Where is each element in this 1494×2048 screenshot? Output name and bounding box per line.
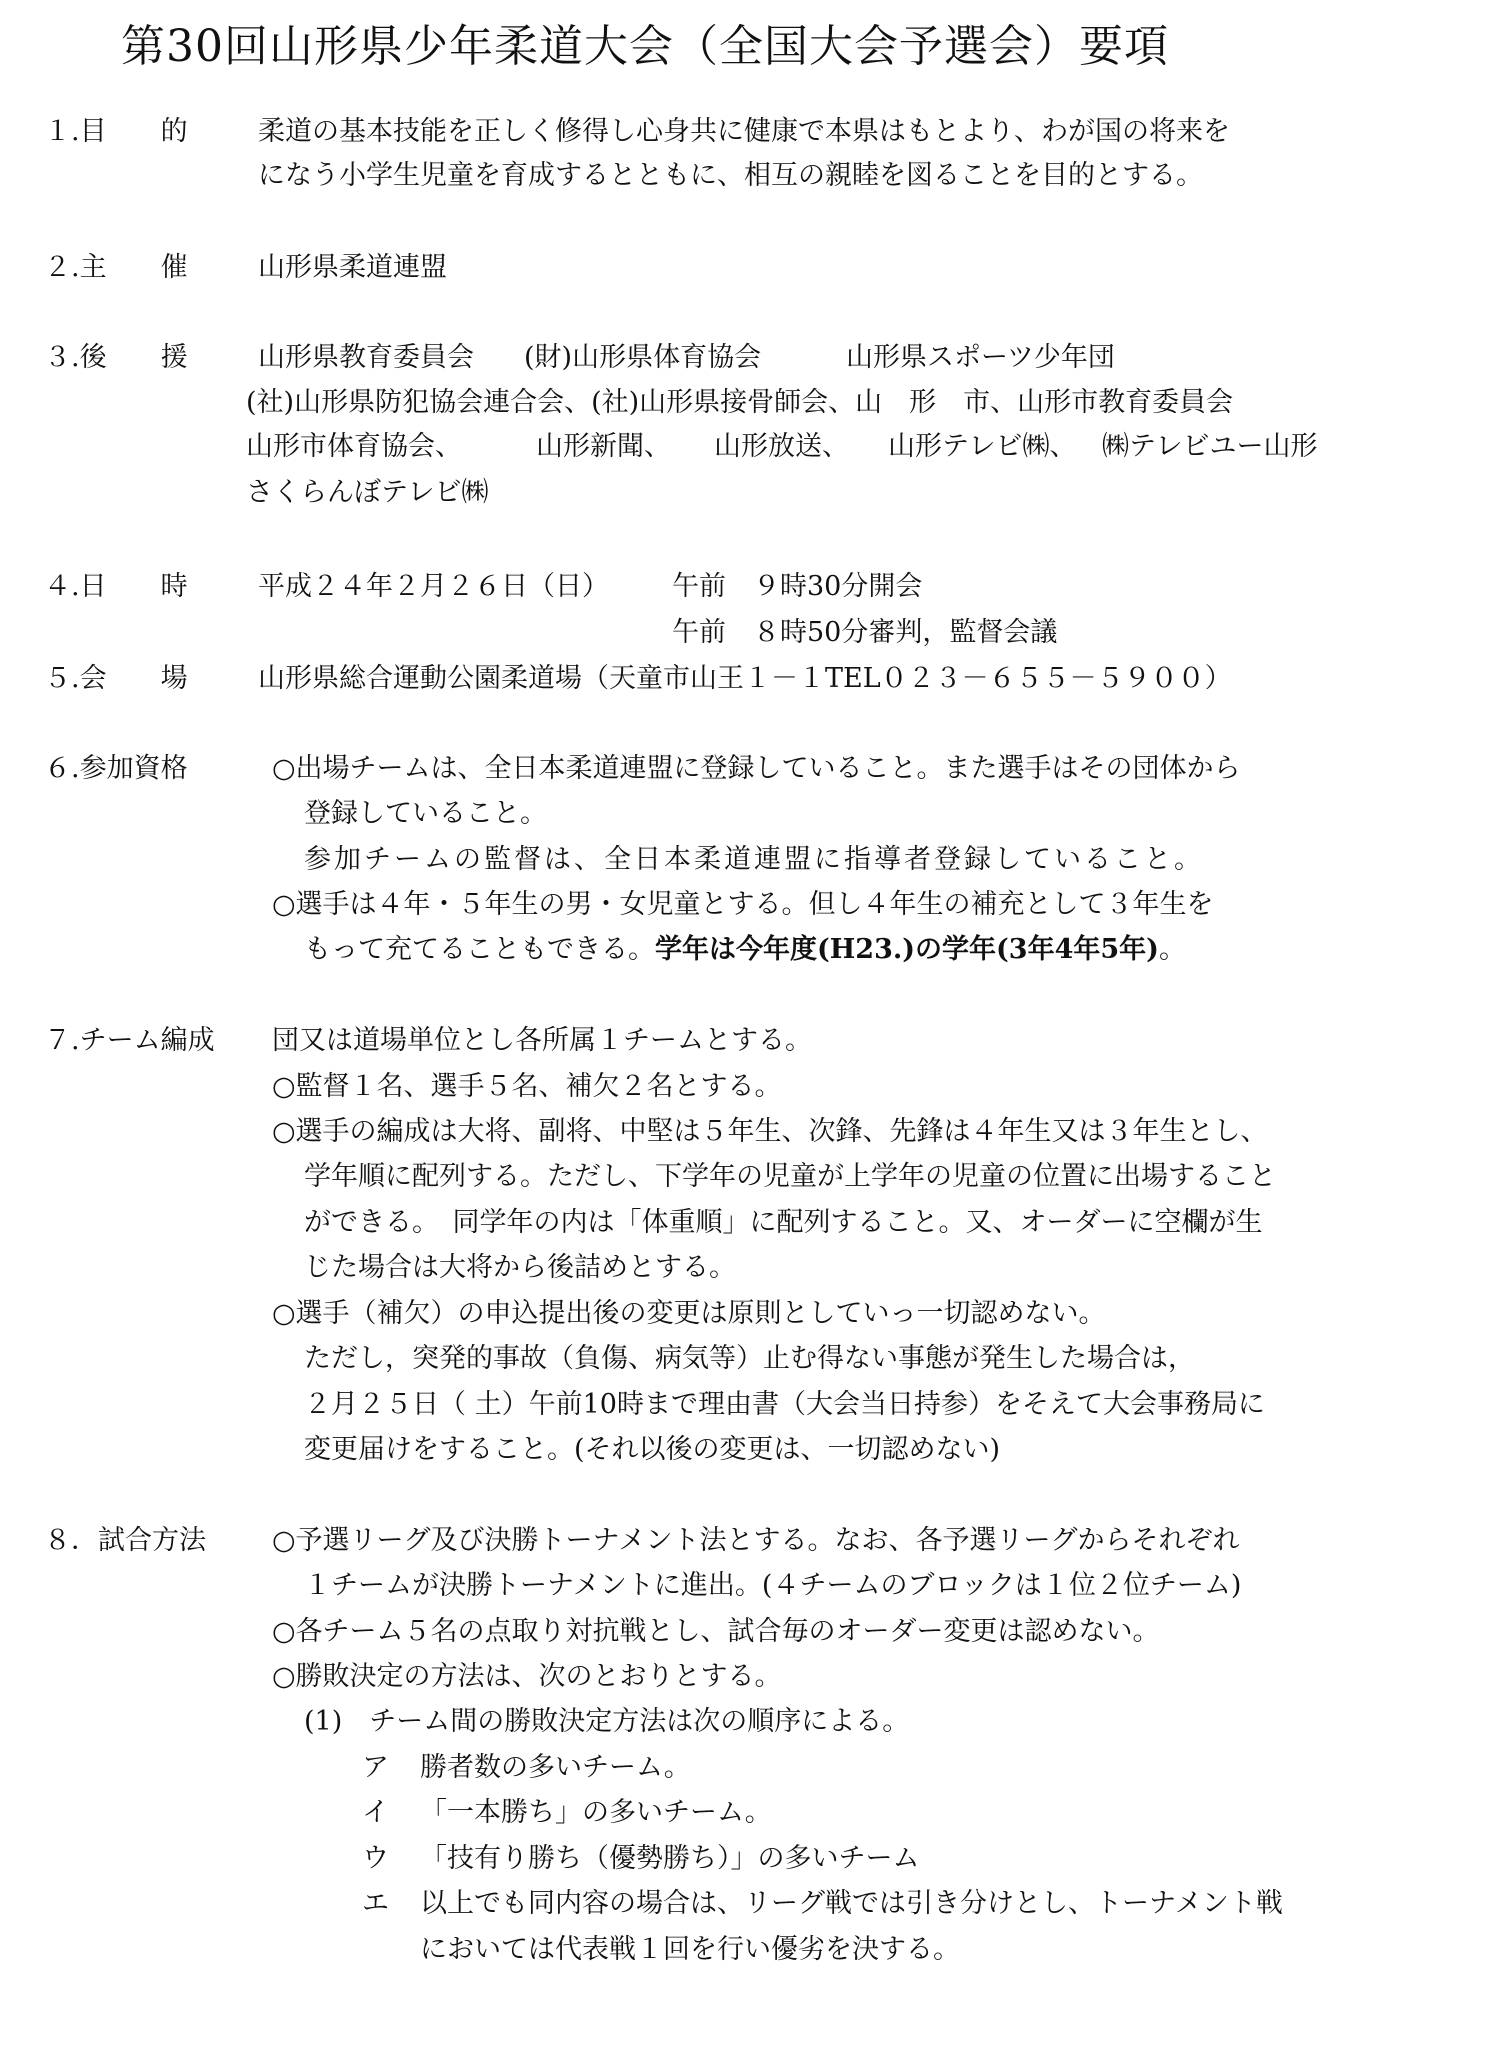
event-date: 平成２４年２月２６日（日） xyxy=(258,571,609,602)
team-line: ○監督１名、選手５名、補欠２名とする。 xyxy=(272,1071,782,1102)
team-line: ○選手の編成は大将、副将、中堅は５年生、次鋒、先鋒は４年生又は３年生とし、 xyxy=(272,1116,1268,1147)
sponsor-3: 山形県スポーツ少年団 xyxy=(846,342,1115,373)
team-line: ただし，突発的事故（負傷、病気等）止む得ない事態が発生した場合は， xyxy=(304,1343,1195,1374)
opening-time: 午前 ９時30分開会 xyxy=(672,571,923,602)
sponsor-8: ㈱テレビユー山形 xyxy=(1102,431,1318,462)
team-line: ２月２５日（ 土）午前10時まで理由書（大会当日持参）をそえて大会事務局に xyxy=(304,1389,1265,1420)
sponsor-4: 山形市体育協会、 xyxy=(246,431,462,462)
sponsor-6: 山形放送、 xyxy=(714,431,849,462)
section-8-label: ８．試合方法 xyxy=(44,1525,206,1556)
team-line: 学年順に配列する。ただし、下学年の児童が上学年の児童の位置に出場すること xyxy=(304,1161,1276,1192)
section-1-line: 柔道の基本技能を正しく修得し心身共に健康で本県はもとより、わが国の将来を xyxy=(258,116,1230,147)
section-1-label: １.目 的 xyxy=(44,116,188,147)
eligibility-line xyxy=(304,934,1186,966)
sponsor-row-4: さくらんぼテレビ㈱ xyxy=(246,477,489,508)
team-line: ○選手（補欠）の申込提出後の変更は原則としていっ一切認めない。 xyxy=(272,1298,1106,1329)
team-line: 団又は道場単位とし各所属１チームとする。 xyxy=(272,1025,812,1056)
team-line: ができる。 同学年の内は「体重順」に配列すること。又、オーダーに空欄が生 xyxy=(304,1207,1263,1238)
section-6-label: ６.参加資格 xyxy=(44,753,188,784)
eligibility-line: 参加チームの監督は、全日本柔道連盟に指導者登録していること。 xyxy=(304,844,1204,875)
section-2-label: ２.主 催 xyxy=(44,252,188,283)
match-line: (1) チーム間の勝敗決定方法は次の順序による。 xyxy=(304,1706,910,1737)
rule-text: においては代表戦１回を行い優劣を決する。 xyxy=(420,1934,960,1965)
section-1-line: になう小学生児童を育成するとともに、相互の親睦を図ることを目的とする。 xyxy=(258,160,1203,191)
eligibility-text: もって充てることもできる。 xyxy=(304,934,655,965)
grade-note: 学年は今年度(H23.)の学年(3年4年5年) xyxy=(655,934,1159,965)
rule-mark: ウ xyxy=(362,1843,389,1874)
team-line: じた場合は大将から後詰めとする。 xyxy=(304,1252,736,1283)
eligibility-line: ○選手は４年・５年生の男・女児童とする。但し４年生の補充として３年生を xyxy=(272,889,1214,920)
eligibility-line: 登録していること。 xyxy=(304,798,547,829)
rule-text: 勝者数の多いチーム。 xyxy=(420,1752,691,1783)
section-2-text: 山形県柔道連盟 xyxy=(258,252,447,283)
match-line: ○勝敗決定の方法は、次のとおりとする。 xyxy=(272,1661,782,1692)
sponsor-1: 山形県教育委員会 xyxy=(258,342,474,373)
rule-mark: ア xyxy=(362,1752,389,1783)
eligibility-end: 。 xyxy=(1158,934,1186,965)
match-line: ○各チーム５名の点取り対抗戦とし、試合毎のオーダー変更は認めない。 xyxy=(272,1616,1160,1647)
match-line: ○予選リーグ及び決勝トーナメント法とする。なお、各予選リーグからそれぞれ xyxy=(272,1525,1240,1556)
sponsor-7: 山形テレビ㈱、 xyxy=(888,431,1077,462)
section-4-label: ４.日 時 xyxy=(44,571,188,602)
team-line: 変更届けをすること。(それ以後の変更は、一切認めない) xyxy=(304,1434,1001,1465)
eligibility-line: ○出場チームは、全日本柔道連盟に登録していること。また選手はその団体から xyxy=(272,753,1241,784)
section-7-label: ７.チーム編成 xyxy=(44,1025,215,1056)
sponsor-5: 山形新聞、 xyxy=(536,431,671,462)
section-3-label: ３.後 援 xyxy=(44,342,188,373)
rule-text: 「技有り勝ち（優勢勝ち）」の多いチーム xyxy=(420,1843,920,1874)
sponsor-2: (財)山形県体育協会 xyxy=(524,342,762,373)
meeting-time: 午前 ８時50分審判，監督会議 xyxy=(672,617,1058,648)
page-title: 第30回山形県少年柔道大会（全国大会予選会）要項 xyxy=(121,21,1169,72)
rule-mark: イ xyxy=(362,1797,389,1828)
rule-text: 「一本勝ち」の多いチーム。 xyxy=(420,1797,772,1828)
section-5-label: ５.会 場 xyxy=(44,663,188,694)
venue-text: 山形県総合運動公園柔道場（天童市山王１－１TEL０２３－６５５－５９００） xyxy=(258,663,1232,694)
sponsor-row-2: (社)山形県防犯協会連合会、(社)山形県接骨師会、山 形 市、山形市教育委員会 xyxy=(246,387,1234,418)
match-line: １チームが決勝トーナメントに進出。(４チームのブロックは１位２位チーム) xyxy=(304,1570,1242,1601)
rule-mark: エ xyxy=(362,1888,389,1919)
rule-text: 以上でも同内容の場合は、リーグ戦では引き分けとし、トーナメント戦 xyxy=(420,1888,1283,1919)
